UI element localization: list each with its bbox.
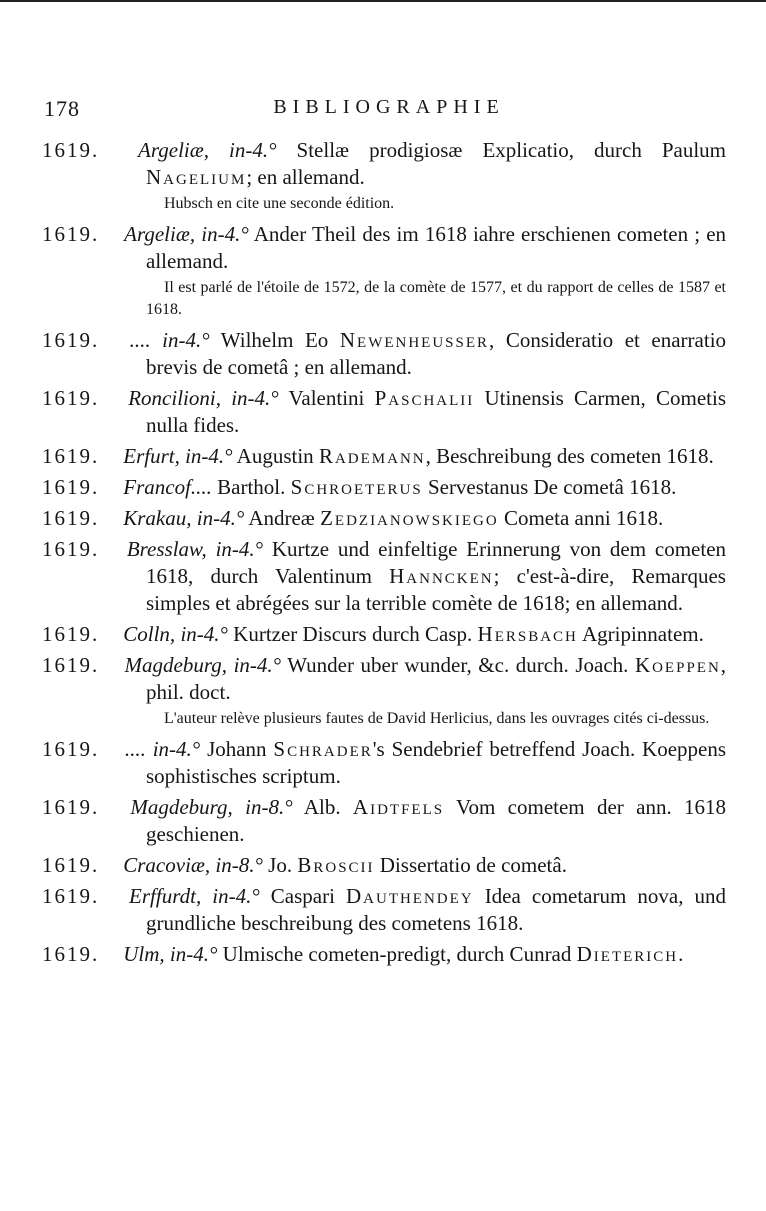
entry-year: 1619. xyxy=(42,653,100,677)
entry-format: in-4.° xyxy=(152,737,201,761)
bibliography-entry xyxy=(42,941,726,968)
entry-year: 1619. xyxy=(42,475,100,499)
entry-author: Nagelium xyxy=(146,165,247,189)
entry-author: Hanncken xyxy=(389,564,494,588)
entry-author: Dieterich xyxy=(576,942,679,966)
entry-text-after: Utinensis Carmen, Cometis nulla fides. xyxy=(146,386,727,437)
bibliography-entry xyxy=(42,883,726,937)
entry-author: Aidtfels xyxy=(352,795,445,819)
entry-year: 1619. xyxy=(42,444,100,468)
entry-author: Zedzianowskiego xyxy=(320,506,499,530)
entry-year: 1619. xyxy=(42,506,100,530)
entry-format: in-4.° xyxy=(180,622,228,646)
entry-place: Erfurt, xyxy=(123,444,180,468)
bibliography-entry xyxy=(42,443,726,470)
entry-text-after: ; c'est-à-dire, Remarques simples et abrégées sur la terrible comète de 1618; en allemand. xyxy=(146,564,726,615)
entry-place: .... xyxy=(124,737,146,761)
entry-place: Colln, xyxy=(123,622,176,646)
bibliography-entry xyxy=(42,736,726,790)
entry-place: Krakau, xyxy=(123,506,192,530)
entry-author: Rademann xyxy=(318,444,426,468)
entry-year: 1619. xyxy=(42,222,100,246)
entry-text-after: Vom cometem der ann. 1618 geschienen. xyxy=(146,795,727,846)
entry-place: Erffurdt, xyxy=(129,884,202,908)
entry-place: Magdeburg, xyxy=(124,653,228,677)
bibliography-entry xyxy=(42,794,726,848)
entry-year: 1619. xyxy=(42,884,100,908)
page-number: 178 xyxy=(44,96,80,121)
entry-note: L'auteur relève plusieurs fautes de David Herlicius, dans les ouvrages cités ci-dessus. xyxy=(164,710,710,727)
entry-format: in-8.° xyxy=(245,795,293,819)
entry-year: 1619. xyxy=(42,386,100,410)
entry-year: 1619. xyxy=(42,795,100,819)
entry-place: Ulm, xyxy=(123,942,165,966)
entry-format: in-4.° xyxy=(196,506,245,530)
bibliography-entries xyxy=(42,137,726,972)
entry-year: 1619. xyxy=(42,138,100,162)
entry-text: Caspari xyxy=(270,884,346,908)
entry-text-after: Cometa anni 1618. xyxy=(498,506,664,530)
entry-format: in-4.° xyxy=(169,942,218,966)
entry-text-after: Servestanus De cometâ 1618. xyxy=(422,475,677,499)
bibliography-entry xyxy=(42,652,726,706)
bibliography-entry xyxy=(42,505,726,532)
entry-text: Ulmische cometen-predigt, durch Cunrad xyxy=(222,942,577,966)
entry-place: Argeliæ, xyxy=(138,138,209,162)
entry-text: Stellæ prodigiosæ Explicatio, durch Paulum xyxy=(296,138,727,162)
entry-text: Barthol. xyxy=(217,475,291,499)
entry-text: Andreæ xyxy=(248,506,321,530)
entry-text: Wunder uber wunder, &c. durch. Joach. xyxy=(287,653,635,677)
entry-text-after: Agripinnatem. xyxy=(577,622,704,646)
entry-text-after: , Consideratio et enarratio brevis de cometâ ; en allemand. xyxy=(146,328,727,379)
entry-text-after: Dissertatio de cometâ. xyxy=(374,853,567,877)
bibliography-entry xyxy=(42,536,726,617)
entry-text: Alb. xyxy=(303,795,353,819)
entry-text-after: ; en allemand. xyxy=(246,165,365,189)
entry-place: Magdeburg, xyxy=(130,795,233,819)
entry-text: Kurtzer Discurs durch Casp. xyxy=(233,622,478,646)
page-header xyxy=(44,96,734,126)
entry-place: Cracoviæ, xyxy=(123,853,211,877)
entry-format: in-4.° xyxy=(201,222,249,246)
entry-year: 1619. xyxy=(42,328,100,352)
entry-text-after: . xyxy=(678,942,684,966)
entry-author: Dauthendey xyxy=(345,884,474,908)
entry-text: Johann xyxy=(207,737,274,761)
entry-note: Il est parlé de l'étoile de 1572, de la comète de 1577, et du rapport de celles de 1587 et 1618. xyxy=(146,279,726,318)
entry-text: Ander Theil des im 1618 iahre erschienen cometen ; en allemand. xyxy=(146,222,727,273)
entry-year: 1619. xyxy=(42,537,100,561)
entry-author: Broscii xyxy=(297,853,375,877)
entry-format: in-4.° xyxy=(162,328,210,352)
entry-format: in-4.° xyxy=(229,138,277,162)
bibliography-entry xyxy=(42,852,726,879)
entry-format: in-4.° xyxy=(215,537,264,561)
entry-year: 1619. xyxy=(42,942,100,966)
entry-text-after: Idea cometarum nova, und grundliche beschreibung des cometens 1618. xyxy=(146,884,726,935)
entry-text-after: 's Sendebrief betreffend Joach. Koeppens sophistisches scriptum. xyxy=(146,737,727,788)
entry-year: 1619. xyxy=(42,622,100,646)
bibliography-entry xyxy=(42,474,726,501)
entry-format: in-4.° xyxy=(231,386,279,410)
entry-format: in-4.° xyxy=(212,884,260,908)
entry-author: Schroeterus xyxy=(290,475,423,499)
entry-text: Valentini xyxy=(288,386,375,410)
top-rule xyxy=(0,0,766,2)
entry-format: in-8.° xyxy=(215,853,263,877)
entry-year: 1619. xyxy=(42,853,100,877)
running-title: BIBLIOGRAPHIE xyxy=(273,96,505,118)
entry-author: Newenheusser xyxy=(339,328,490,352)
entry-note: Hubsch en cite une seconde édition. xyxy=(164,195,395,212)
entry-text-after: , Beschreibung des cometen 1618. xyxy=(425,444,714,468)
entry-year: 1619. xyxy=(42,737,100,761)
bibliography-entry xyxy=(42,385,726,439)
entry-text: Wilhelm Eo xyxy=(220,328,340,352)
entry-format: in-4.° xyxy=(233,653,282,677)
entry-author: Koeppen xyxy=(634,653,721,677)
entry-place: Francof.... xyxy=(123,475,212,499)
entry-text: Augustin xyxy=(236,444,319,468)
entry-format: in-4.° xyxy=(185,444,233,468)
entry-place: Roncilioni, xyxy=(128,386,221,410)
bibliography-entry xyxy=(42,221,726,275)
entry-text: Kurtze und einfeltige Erinnerung von dem cometen 1618, durch Valentinum xyxy=(146,537,727,588)
entry-place: Bresslaw, xyxy=(126,537,207,561)
bibliography-entry xyxy=(42,327,726,381)
entry-text: Jo. xyxy=(268,853,298,877)
bibliography-entry xyxy=(42,137,726,191)
entry-author: Paschalii xyxy=(374,386,475,410)
entry-place: Argeliæ, xyxy=(124,222,196,246)
entry-author: Hersbach xyxy=(477,622,578,646)
bibliography-entry xyxy=(42,621,726,648)
entry-place: .... xyxy=(129,328,151,352)
entry-author: Schrader xyxy=(273,737,373,761)
entry-text-after: , phil. doct. xyxy=(146,653,727,704)
